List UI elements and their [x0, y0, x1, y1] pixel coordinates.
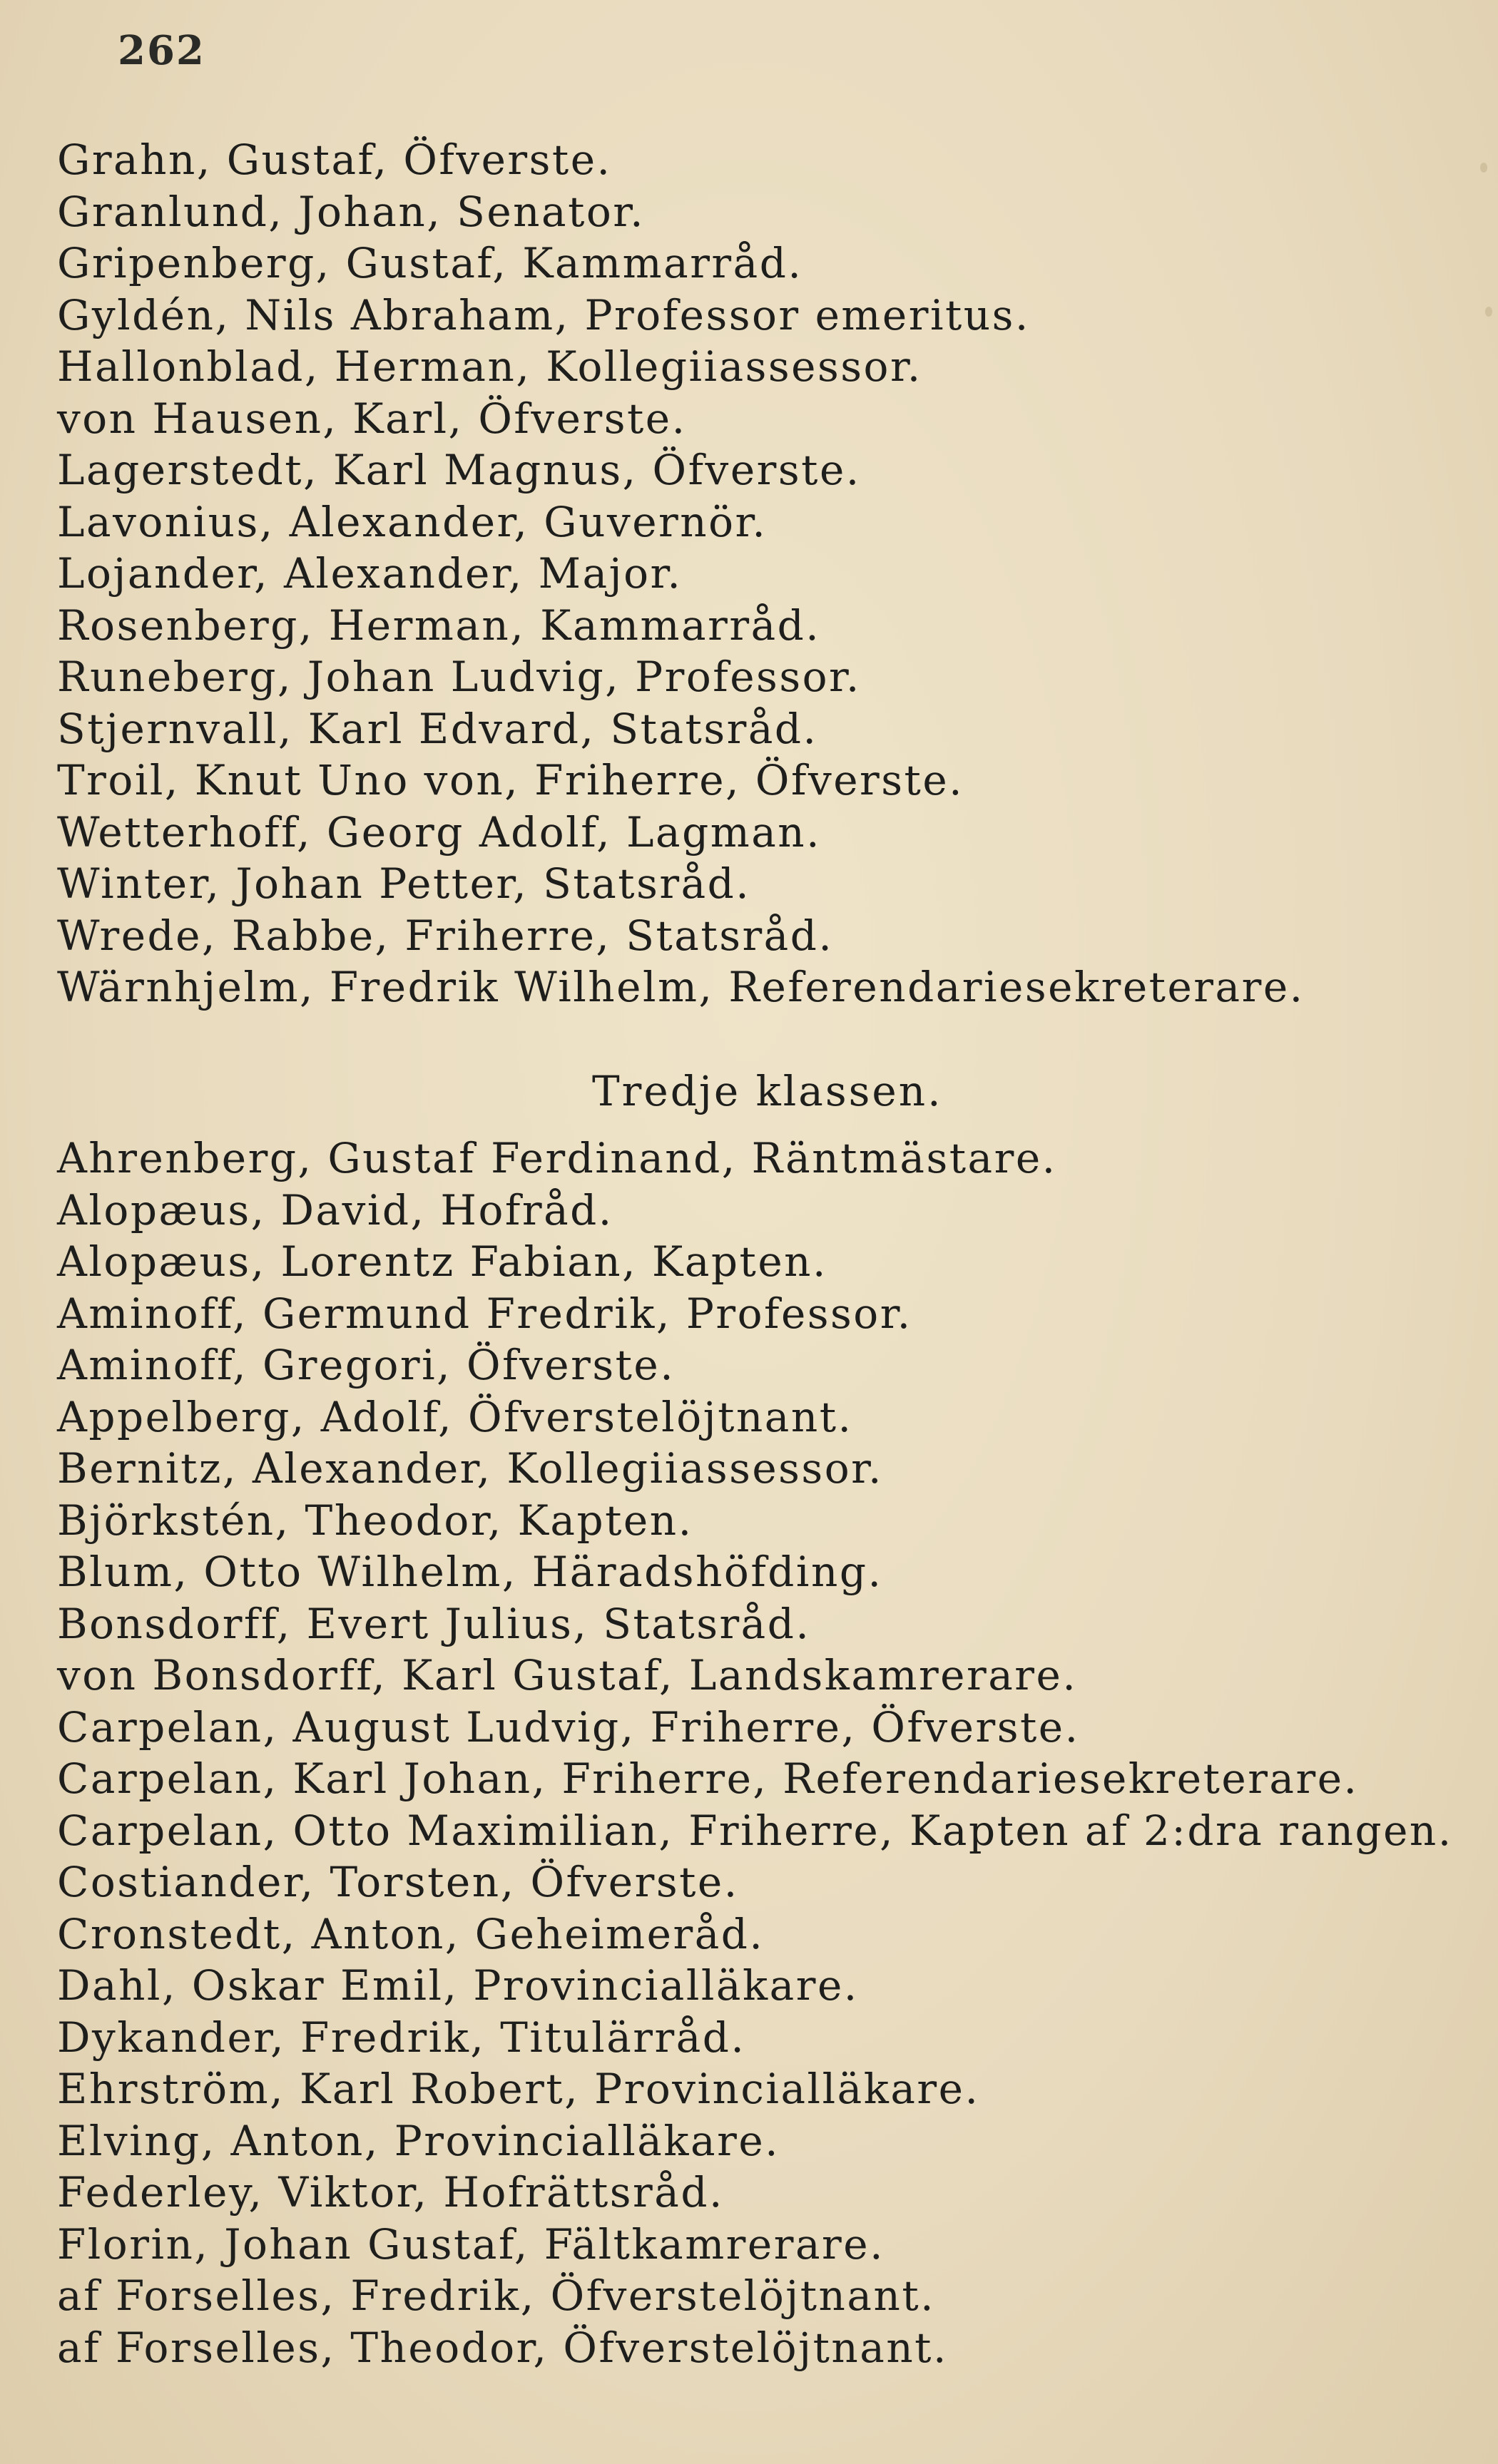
list-entry: Troil, Knut Uno von, Friherre, Öfverste.: [57, 756, 964, 804]
list-entry: Runeberg, Johan Ludvig, Professor.: [57, 653, 861, 701]
list-entry: Stjernvall, Karl Edvard, Statsråd.: [57, 704, 818, 753]
list-entry: Granlund, Johan, Senator.: [57, 187, 646, 236]
list-entry: von Bonsdorff, Karl Gustaf, Landskamrerare.: [57, 1651, 1078, 1699]
list-entry: Dahl, Oskar Emil, Provincialläkare.: [57, 1961, 859, 2010]
list-entry: Bonsdorff, Evert Julius, Statsråd.: [57, 1599, 811, 1648]
entry-list-section-2: [57, 1133, 1484, 2373]
list-entry: Lagerstedt, Karl Magnus, Öfverste.: [57, 446, 861, 494]
list-entry: Lavonius, Alexander, Guvernör.: [57, 497, 768, 546]
list-entry: Florin, Johan Gustaf, Fältkamrerare.: [57, 2219, 885, 2269]
list-entry: Bernitz, Alexander, Kollegiiassessor.: [57, 1444, 883, 1493]
section-heading: Tredje klassen.: [592, 1067, 943, 1115]
list-entry: Dykander, Fredrik, Titulärråd.: [57, 2013, 746, 2062]
list-entry: Carpelan, Otto Maximilian, Friherre, Kapten af 2:dra rangen.: [57, 1806, 1453, 1855]
list-entry: Appelberg, Adolf, Öfverstelöjtnant.: [57, 1392, 853, 1441]
list-entry: Wrede, Rabbe, Friherre, Statsråd.: [57, 911, 834, 960]
list-entry: Blum, Otto Wilhelm, Häradshöfding.: [57, 1548, 883, 1596]
list-entry: Federley, Viktor, Hofrättsråd.: [57, 2168, 724, 2217]
list-entry: af Forselles, Fredrik, Öfverstelöjtnant.: [57, 2271, 936, 2320]
list-entry: Ehrström, Karl Robert, Provincialläkare.: [57, 2065, 980, 2113]
list-entry: Costiander, Torsten, Öfverste.: [57, 1858, 739, 1906]
list-entry: Elving, Anton, Provincialläkare.: [57, 2116, 780, 2165]
paper-speck: [1485, 307, 1492, 317]
list-entry: Ahrenberg, Gustaf Ferdinand, Räntmästare.: [57, 1134, 1057, 1182]
list-entry: Aminoff, Gregori, Öfverste.: [57, 1341, 676, 1389]
list-entry: Wetterhoff, Georg Adolf, Lagman.: [57, 807, 822, 857]
list-entry: Lojander, Alexander, Major.: [57, 549, 683, 598]
list-entry: Alopæus, Lorentz Fabian, Kapten.: [57, 1237, 827, 1286]
list-entry: von Hausen, Karl, Öfverste.: [57, 394, 687, 443]
entry-list-section-1: [57, 134, 1484, 1013]
page-number: 262: [118, 27, 205, 74]
list-entry: Cronstedt, Anton, Geheimeråd.: [57, 1909, 765, 1958]
list-entry: Carpelan, Karl Johan, Friherre, Referendariesekreterare.: [57, 1754, 1359, 1803]
paper-speck: [1480, 163, 1487, 173]
list-entry: Hallonblad, Herman, Kollegiiassessor.: [57, 342, 922, 391]
list-entry: Winter, Johan Petter, Statsråd.: [57, 859, 751, 908]
list-entry: Rosenberg, Herman, Kammarråd.: [57, 600, 821, 650]
list-entry: Gyldén, Nils Abraham, Professor emeritus.: [57, 290, 1030, 339]
list-entry: Gripenberg, Gustaf, Kammarråd.: [57, 239, 803, 287]
list-entry: Wärnhjelm, Fredrik Wilhelm, Referendariesekreterare.: [57, 963, 1305, 1011]
list-entry: Björkstén, Theodor, Kapten.: [57, 1496, 693, 1545]
list-entry: Aminoff, Germund Fredrik, Professor.: [57, 1289, 912, 1338]
list-entry: Carpelan, August Ludvig, Friherre, Öfverste.: [57, 1702, 1080, 1752]
list-entry: af Forselles, Theodor, Öfverstelöjtnant.: [57, 2323, 948, 2372]
list-entry: Grahn, Gustaf, Öfverste.: [57, 136, 612, 184]
list-entry: Alopæus, David, Hofråd.: [57, 1185, 613, 1234]
